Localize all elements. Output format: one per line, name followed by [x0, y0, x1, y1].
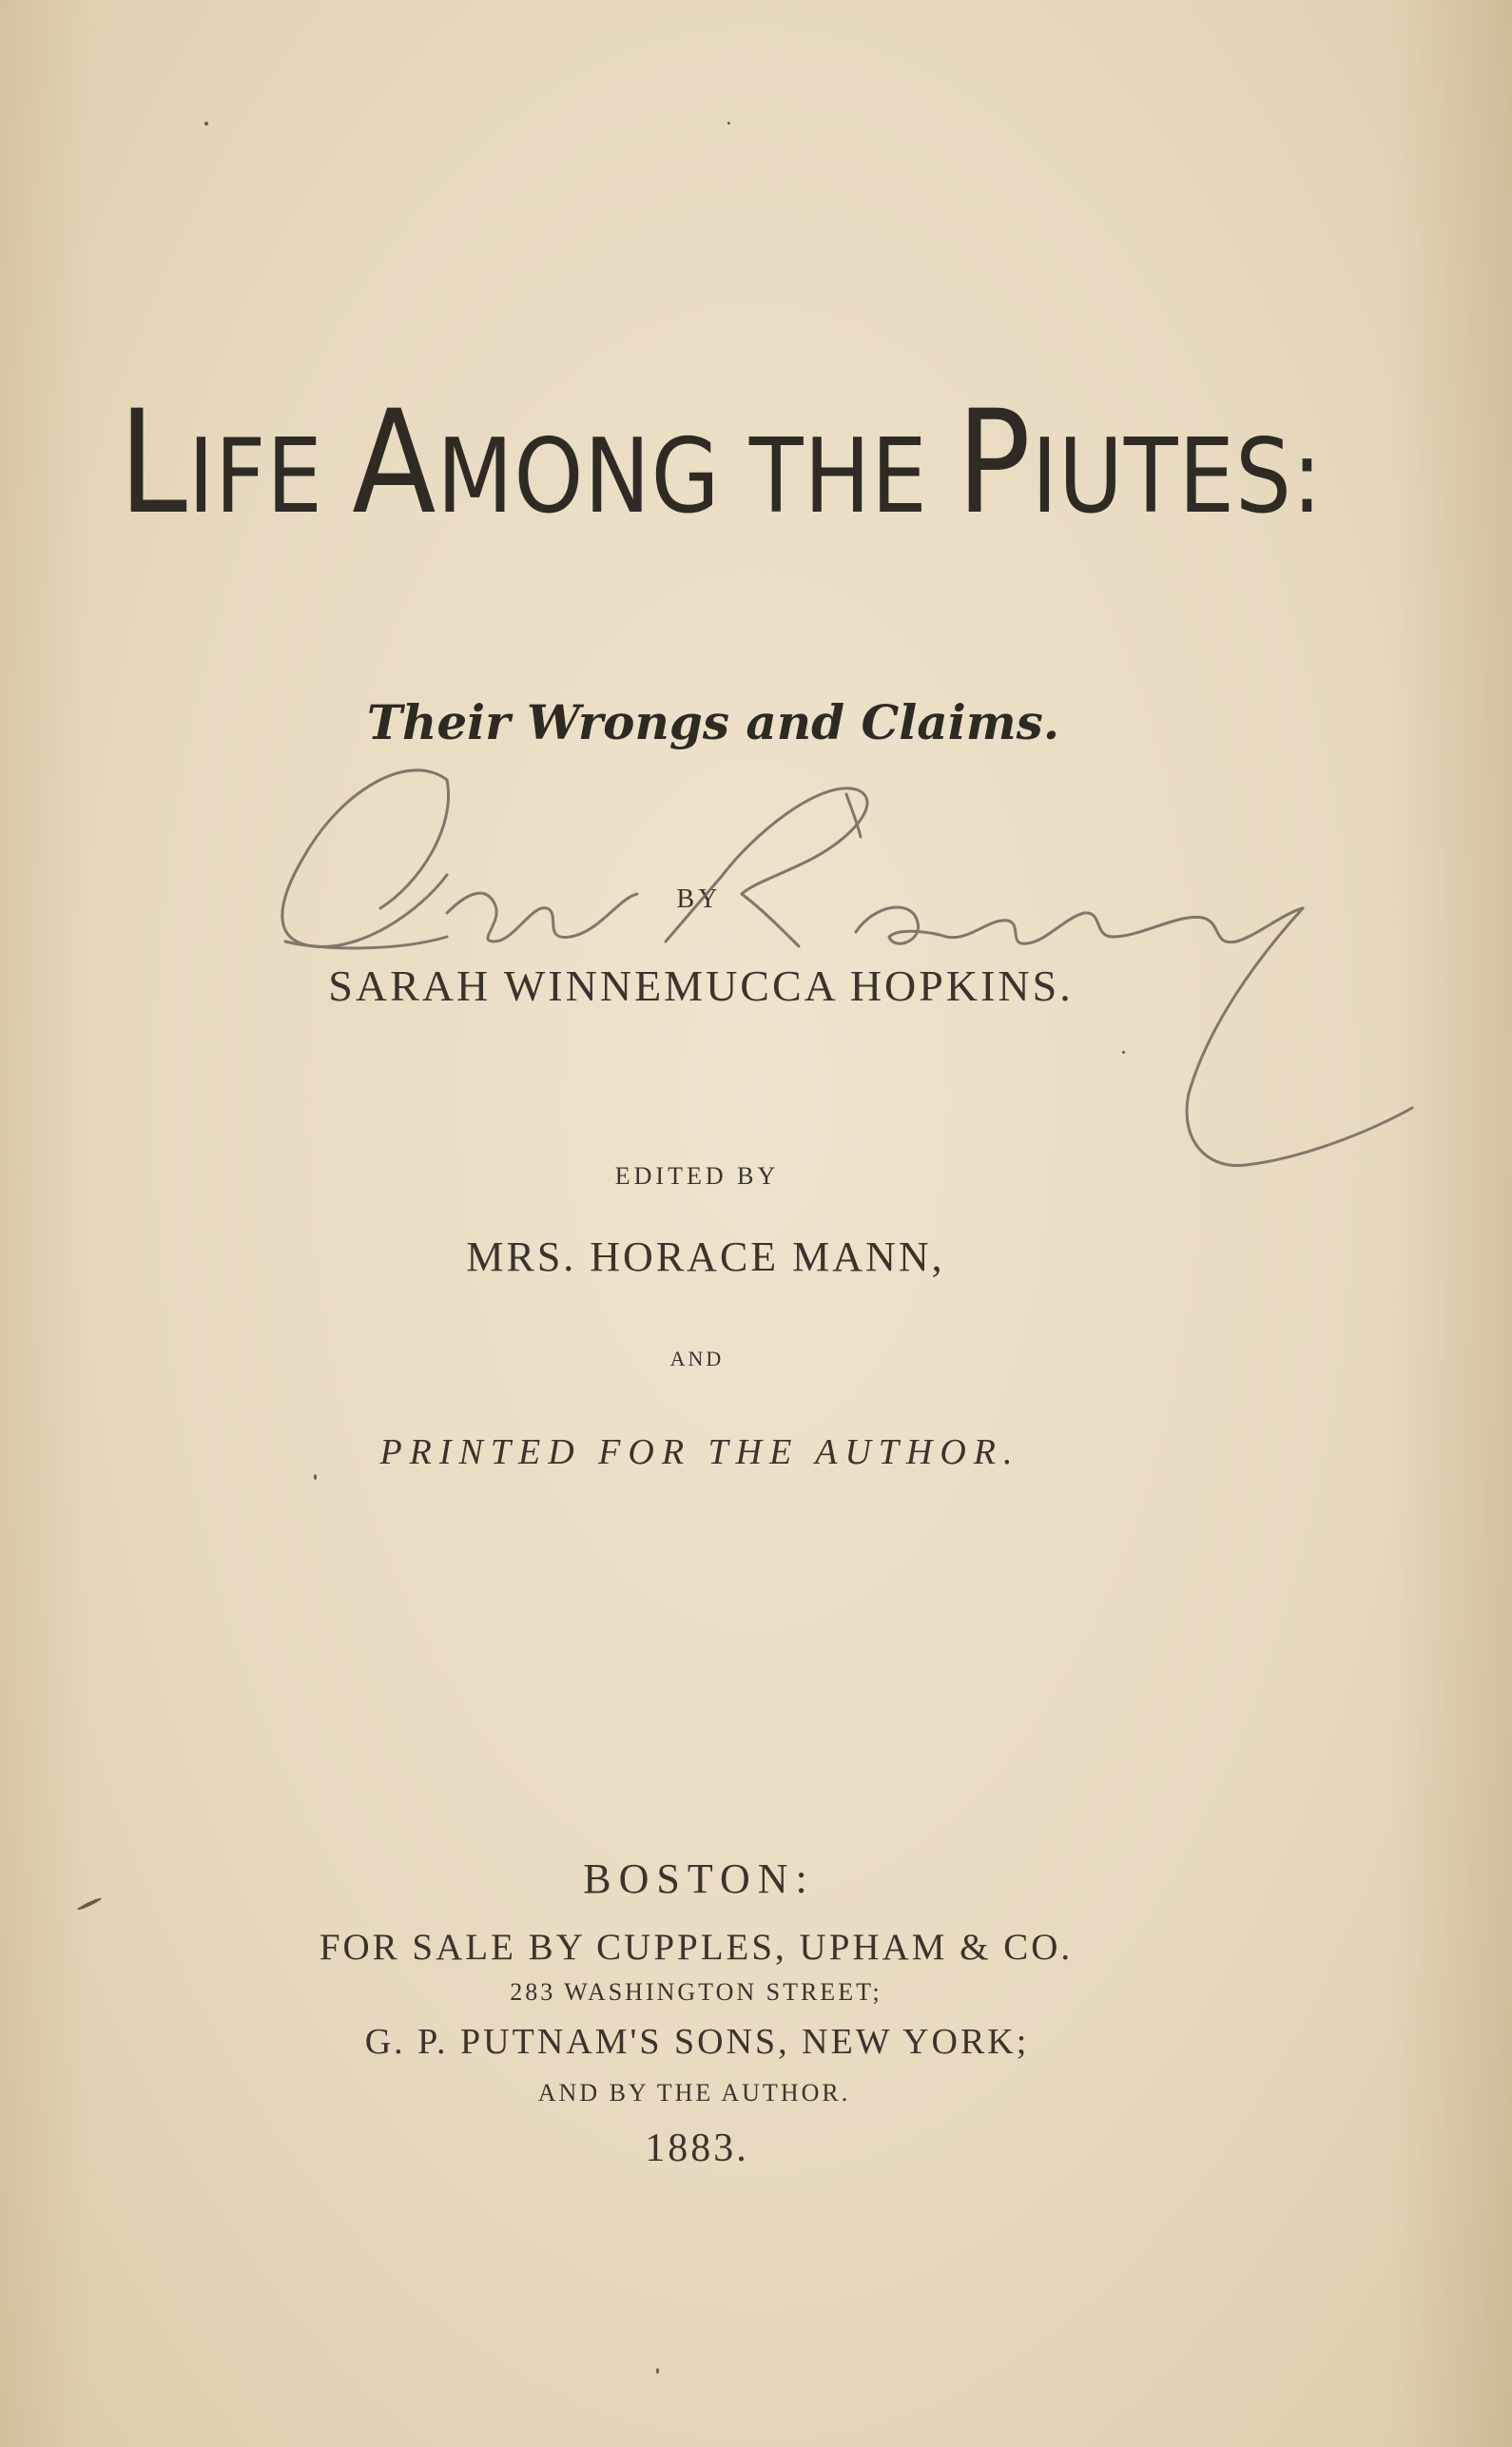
by-label: BY — [676, 884, 722, 914]
subtitle: Their Wrongs and Claims. — [366, 694, 1060, 750]
title-segment-2: MONG THE — [436, 418, 958, 536]
and-label: AND — [669, 1347, 725, 1370]
imprint-publisher-2: G. P. PUTNAM'S SONS, NEW YORK; — [364, 2022, 1030, 2062]
title-initial-p: P — [957, 380, 1032, 546]
book-title — [119, 380, 1323, 546]
imprint-address: 283 WASHINGTON STREET; — [510, 1978, 882, 2006]
imprint-publisher-1: FOR SALE BY CUPPLES, UPHAM & CO. — [319, 1927, 1074, 1968]
imprint-city: BOSTON: — [583, 1855, 815, 1902]
edited-by-label: EDITED BY — [614, 1162, 780, 1190]
title-segment-3: IUTES: — [1031, 418, 1323, 536]
title-initial-a: A — [352, 380, 437, 546]
author-name: SARAH WINNEMUCCA HOPKINS. — [328, 961, 1074, 1010]
paper-fleck — [204, 122, 208, 126]
paper-fleck — [727, 122, 730, 125]
imprint-year: 1883. — [645, 2127, 749, 2170]
title-segment-1: IFE — [187, 418, 353, 536]
editor-name: MRS. HORACE MANN, — [466, 1233, 945, 1280]
printed-for-author: PRINTED FOR THE AUTHOR. — [379, 1432, 1020, 1472]
imprint-author-sale: AND BY THE AUTHOR. — [537, 2079, 851, 2107]
paper-fleck — [1122, 1051, 1125, 1054]
paper-fleck — [314, 1474, 317, 1480]
paper-fleck — [656, 2368, 659, 2374]
title-initial-l: L — [119, 380, 188, 546]
